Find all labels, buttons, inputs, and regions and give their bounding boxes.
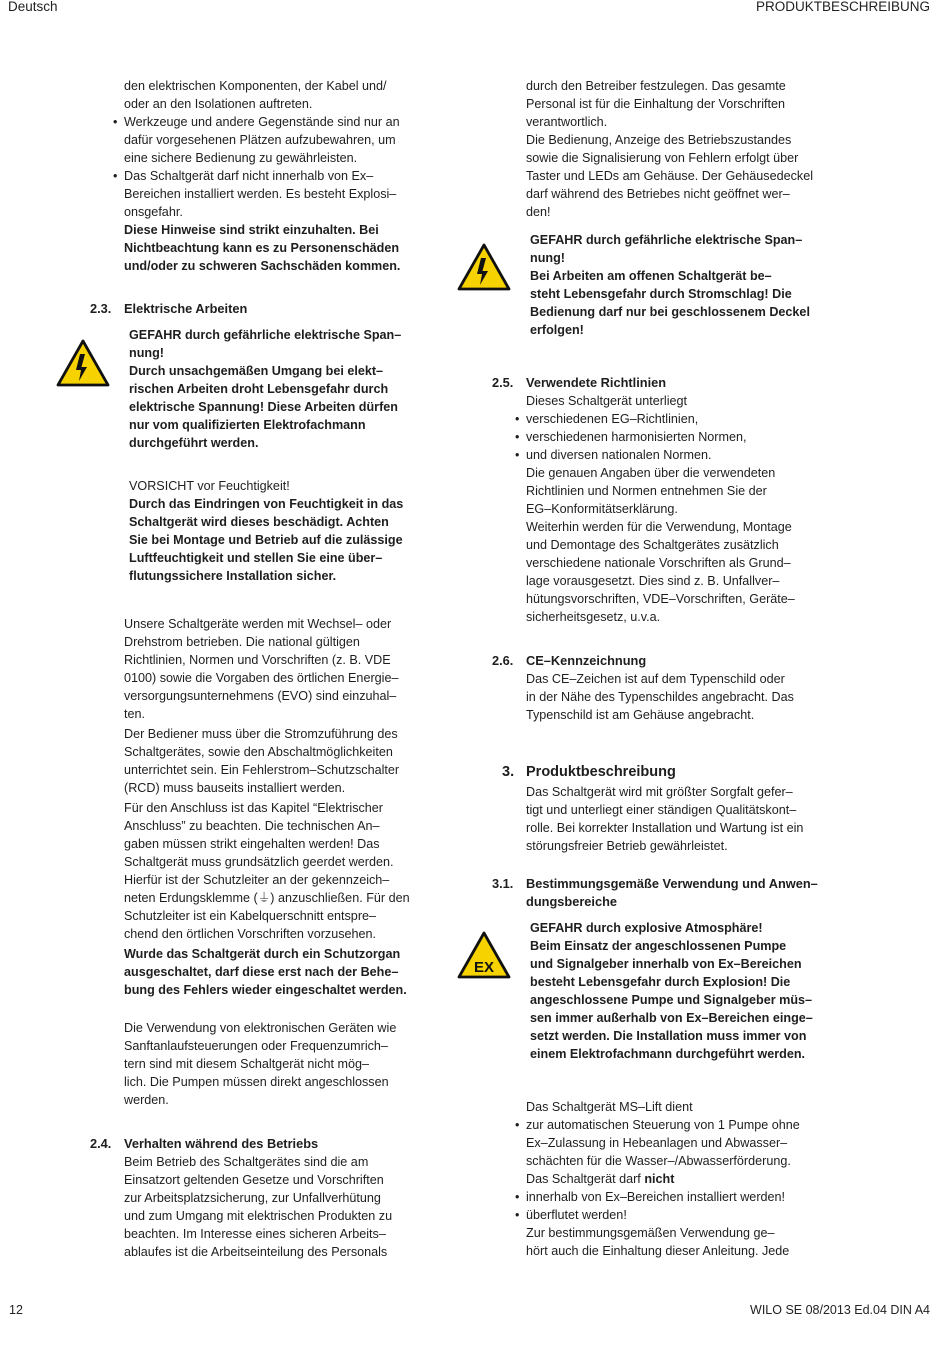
warning-title: nung! [530, 251, 565, 265]
list-item: • und diversen nationalen Normen. [526, 446, 838, 464]
section-title-2-6: CE–Kennzeichnung [526, 653, 647, 668]
list-item: • überflutet werden! [526, 1206, 838, 1224]
bullet-list [124, 113, 430, 221]
operation-paragraph: Beim Betrieb des Schaltgerätes sind die am Einsatzort geltenden Gesetze und Vorschriften zur Arbeitsplatzsicherung, zur Unfallverhütung und zum Umgang mit elektrischen Produkten zu beachten. Im Interesse eines sicheren Arbeits– ablaufes ist die Arbeitseinteilung des Personals [124, 1155, 393, 1259]
danger-electrical-2: GEFAHR durch gefährliche elektrische Span– nung! Bei Arbeiten am offenen Schaltgerät be– steht Lebensgefahr durch Stromschlag! Die Bedienung darf nur bei geschlossenem Deckel erfolgen! [530, 231, 830, 339]
section-title-2-3: Elektrische Arbeiten [124, 301, 248, 316]
intended-use-paragraph: Das Schaltgerät MS–Lift dient • zur automatischen Steuerung von 1 Pumpe ohne Ex–Zulassung in Hebeanlagen und Abwasser– schächten für die Wasser–/Abwasserförderung. Das Schaltgerät darf nicht • innerhalb von Ex–Bereichen installiert werden! • überflutet werden! Zur bestimmungsgemäßen Verwendung ge– hört auch die Einhaltung dieser Anleitung. Jede [526, 1098, 838, 1260]
footer-imprint: WILO SE 08/2013 Ed.04 DIN A4 [750, 1303, 930, 1317]
right-intro: durch den Betreiber festzulegen. Das gesamte Personal ist für die Einhaltung der Vorschriften verantwortlich. Die Bedienung, Anzeige des Betriebszustandes sowie die Signalisierung von Fehlern erfolgt über Taster und LEDs am Gehäuse. Der Gehäusedeckel darf während des Betriebes nicht geöffnet wer– den! [526, 77, 838, 221]
warning-title: GEFAHR durch gefährliche elektrische Span– [530, 233, 803, 247]
section-number: 3.1. [492, 876, 514, 891]
list-item: • verschiedenen harmonisierten Normen, [526, 428, 838, 446]
section-number: 2.6. [492, 653, 514, 668]
bullet-list [526, 410, 838, 464]
danger-electrical-1: GEFAHR durch gefährliche elektrische Span– nung! Durch unsachgemäßen Umgang bei elekt– rischen Arbeiten droht Lebensgefahr durch elektrische Spannung! Diese Arbeiten dürfen nur vom qualifizierten Elektrofachmann durchgeführt werden. [129, 326, 429, 452]
product-description-paragraph: Das Schaltgerät wird mit größter Sorgfalt gefer– tigt und unterliegt einer ständigen Qualitätskont– rolle. Bei korrekter Installation und Wartung ist ein störungsfreier Betrieb gewährleistet. [526, 785, 804, 853]
paragraph: Der Bediener muss über die Stromzuführung des Schaltgerätes, sowie den Abschaltmöglichkeiten unterrichtet sein. Ein Fehlerstrom–Schutzschalter (RCD) muss bauseits installiert werden. [124, 727, 400, 795]
caution-moisture: VORSICHT vor Feuchtigkeit! Durch das Eindringen von Feuchtigkeit in das Schaltgerät wird dieses beschädigt. Achten Sie bei Montage und Betrieb auf die zulässige Luftfeuchtigkeit und stellen Sie eine über– flutungssichere Installation sicher. [129, 477, 429, 585]
paragraph: Die Bedienung, Anzeige des Betriebszustandes sowie die Signalisierung von Fehlern erfolgt über Taster und LEDs am Gehäuse. Der Gehäusedeckel darf während des Betriebes nicht geöffnet wer– den! [526, 133, 814, 219]
section-number: 2.5. [492, 375, 514, 390]
ce-paragraph: Das CE–Zeichen ist auf dem Typenschild oder in der Nähe des Typenschildes angebracht. Das Typenschild ist am Gehäuse angebracht. [526, 672, 794, 722]
notice-bold: Diese Hinweise sind strikt einzuhalten. Bei Nichtbeachtung kann es zu Personenschäden und/oder zu schweren Sachschäden kommen. [124, 223, 401, 273]
high-voltage-warning-icon [457, 243, 511, 291]
section-number: 3. [502, 764, 515, 780]
directives-paragraph: Dieses Schaltgerät unterliegt • verschiedenen EG–Richtlinien, • verschiedenen harmonisierten Normen, • und diversen nationalen Normen. Die genauen Angaben über die verwendeten Richtlinien und Normen entnehmen Sie der EG–Konformitätserklärung. Weiterhin werden für die Verwendung, Montage und Demontage des Schaltgerätes zusätzlich verschiedene nationale Vorschriften als Grund– lage vorausgesetzt. Dies sind z. B. Unfallver– hütungsvorschriften, VDE–Vorschriften, Geräte– sicherheitsgesetz, u.v.a. [526, 392, 838, 626]
paragraph: Unsere Schaltgeräte werden mit Wechsel– oder Drehstrom betrieben. Die national gültigen Richtlinien, Normen und Vorschriften (z. B. VDE 0100) sowie die Vorgaben des örtlichen Energie– versorgungsunternehmens (EVO) sind einzuhal– ten. [124, 617, 399, 721]
warning-title: GEFAHR durch explosive Atmosphäre! [530, 921, 763, 935]
section-number: 2.4. [90, 1136, 112, 1151]
list-item: • zur automatischen Steuerung von 1 Pumpe ohne Ex–Zulassung in Hebeanlagen und Abwasser– schächten für die Wasser–/Abwasserförderung. [526, 1116, 838, 1170]
paragraph: Die Verwendung von elektronischen Geräten wie Sanftanlaufsteuerungen oder Frequenzumrich– tern sind mit diesem Schaltgerät nicht mög– lich. Die Pumpen müssen direkt angeschlossen werden. [124, 1021, 397, 1107]
header-language: Deutsch [8, 0, 58, 14]
section-title-2-4: Verhalten während des Betriebs [124, 1136, 319, 1151]
section-heading-2-3 [90, 300, 111, 318]
bullet-list [526, 1188, 838, 1224]
paragraph: Die genauen Angaben über die verwendeten Richtlinien und Normen entnehmen Sie der EG–Konformitätserklärung. [526, 466, 776, 516]
paragraph: Für den Anschluss ist das Kapitel “Elektrischer Anschluss” zu beachten. Die technischen An– gaben müssen strikt eingehalten werden! Das Schaltgerät muss grundsätzlich geerdet werden. Hierfür ist der Schutzleiter an der gekennzeich– neten Erdungsklemme (⏚) anzuschließen. Für den Schutzleiter ist ein Kabelquerschnitt entspre– chend den örtlichen Vorschriften vorzusehen. [124, 801, 410, 941]
list-item: • innerhalb von Ex–Bereichen installiert werden! [526, 1188, 838, 1206]
explosion-hazard-icon-label: EX [473, 959, 495, 976]
electrical-paragraphs [124, 615, 430, 1109]
high-voltage-warning-icon [56, 339, 110, 387]
section-title-2-5: Verwendete Richtlinien [526, 375, 667, 390]
explosion-hazard-icon [457, 931, 511, 979]
page-number: 12 [9, 1303, 23, 1317]
not-allowed-line: Das Schaltgerät darf nicht [526, 1172, 675, 1186]
warning-title: GEFAHR durch gefährliche elektrische Span– [129, 328, 402, 342]
list-item: • Werkzeuge und andere Gegenstände sind nur an dafür vorgesehenen Plätzen aufzubewahren, um eine sichere Bedienung zu gewährleisten. [124, 113, 430, 167]
list-item: • Das Schaltgerät darf nicht innerhalb von Ex– Bereichen installiert werden. Es besteht Explosi– onsgefahr. [124, 167, 430, 221]
section-title-3: Produktbeschreibung [526, 764, 676, 780]
bullet-list [526, 1116, 838, 1170]
warning-title: nung! [129, 346, 164, 360]
text-line: oder an den Isolationen auftreten. [124, 97, 313, 111]
header-section-title: PRODUKTBESCHREIBUNG [755, 0, 930, 14]
text-line: den elektrischen Komponenten, der Kabel und/ [124, 79, 387, 93]
left-intro [124, 77, 430, 275]
section-number: 2.3. [90, 301, 112, 316]
caution-title: VORSICHT vor Feuchtigkeit! [129, 479, 290, 493]
danger-explosive: GEFAHR durch explosive Atmosphäre! Beim Einsatz der angeschlossenen Pumpe und Signalgeber innerhalb von Ex–Bereichen besteht Lebensgefahr durch Explosion! Die angeschlossene Pumpe und Signalgeber müs– sen immer außerhalb von Ex–Bereichen einge– setzt werden. Die Installation muss immer von einem Elektrofachmann durchgeführt werden. [530, 919, 830, 1063]
paragraph: Weiterhin werden für die Verwendung, Montage und Demontage des Schaltgerätes zusätzlich verschiedene nationale Vorschriften als Grund– lage vorausgesetzt. Dies sind z. B. Unfallver– hütungsvorschriften, VDE–Vorschriften, Geräte– sicherheitsgesetz, u.v.a. [526, 520, 795, 624]
section-title-3-1: Bestimmungsgemäße Verwendung und Anwen– dungsbereiche [526, 876, 818, 909]
paragraph-bold: Wurde das Schaltgerät durch ein Schutzorgan ausgeschaltet, darf diese erst nach der Behe– bung des Fehlers wieder eingeschaltet werden. [124, 947, 407, 997]
list-item: • verschiedenen EG–Richtlinien, [526, 410, 838, 428]
